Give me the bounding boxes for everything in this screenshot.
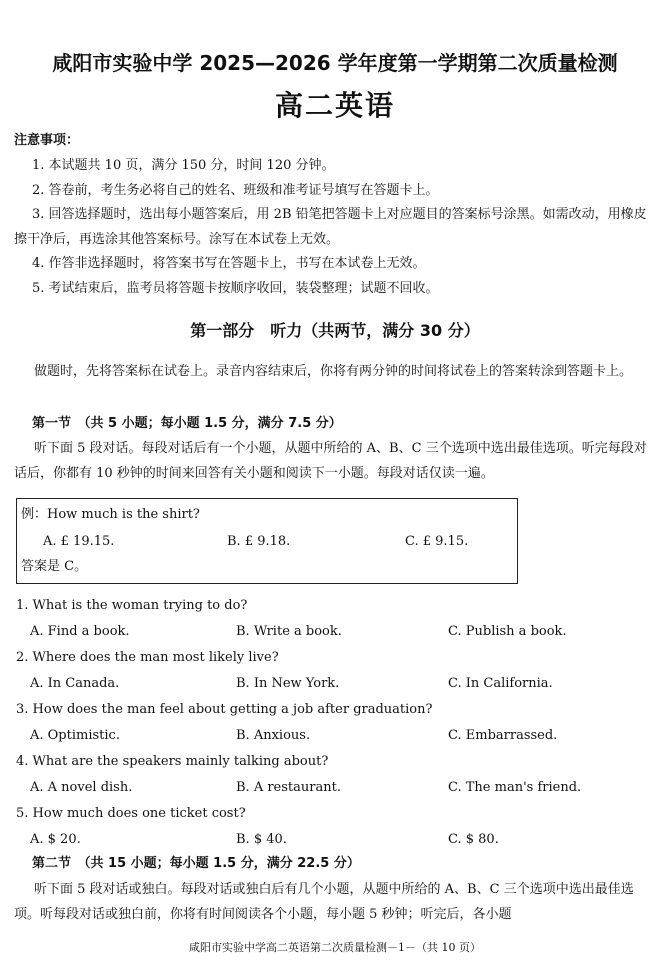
question-5-option-a: A. $ 20. xyxy=(30,832,81,847)
notice-item: 4. 作答非选择题时，将答案书写在答题卡上，书写在本试卷上无效。 xyxy=(32,256,426,272)
exam-title: 咸阳市实验中学 2025—2026 学年度第一学期第二次质量检测 xyxy=(52,51,618,75)
section1-instructions: 听下面 5 段对话。每段对话后有一个小题，从题中所给的 A、B、C 三个选项中选出最佳选项。听完每段对话后，你都有 10 秒钟的时间来回答有关小题和阅读下一小题。每段对话仅读一遍。 xyxy=(14,441,647,481)
notice-list xyxy=(14,154,658,302)
notice-item: 3. 回答选择题时，选出每小题答案后，用 2B 铅笔把答题卡上对应题目的答案标号涂黑。如需改动，用橡皮擦干净后，再选涂其他答案标号。涂写在本试卷上无效。 xyxy=(14,207,647,247)
question-1-option-b: B. Write a book. xyxy=(236,624,342,639)
page-footer: 咸阳市实验中学高二英语第二次质量检测－1－（共 10 页） xyxy=(189,941,481,954)
question-4-option-b: B. A restaurant. xyxy=(236,780,341,795)
section1-heading: 第一节 （共 5 小题；每小题 1.5 分，满分 7.5 分） xyxy=(32,416,342,431)
example-box xyxy=(16,498,518,584)
question-3-option-a: A. Optimistic. xyxy=(30,728,120,743)
question-5-stem: 5. How much does one ticket cost? xyxy=(16,806,246,821)
example-option-b: B. £ 9.18. xyxy=(227,534,291,549)
question-4-option-a: A. A novel dish. xyxy=(30,780,133,795)
question-2-stem: 2. Where does the man most likely live? xyxy=(16,650,279,665)
part1-title: 第一部分 听力（共两节，满分 30 分） xyxy=(190,321,480,340)
question-1-option-c: C. Publish a book. xyxy=(448,624,567,639)
question-5-option-c: C. $ 80. xyxy=(448,832,499,847)
question-4-option-c: C. The man's friend. xyxy=(448,780,582,795)
part1-intro: 做题时，先将答案标在试卷上。录音内容结束后，你将有两分钟的时间将试卷上的答案转涂到答题卡上。 xyxy=(34,364,633,379)
example-option-a: A. £ 19.15. xyxy=(43,534,115,549)
question-1-option-a: A. Find a book. xyxy=(30,624,130,639)
question-3-stem: 3. How does the man feel about getting a job after graduation? xyxy=(16,702,433,717)
question-3-option-c: C. Embarrassed. xyxy=(448,728,558,743)
example-answer: 答案是 C。 xyxy=(21,559,88,574)
question-2-option-b: B. In New York. xyxy=(236,676,340,691)
subject-title: 高二英语 xyxy=(274,89,395,122)
question-2-option-a: A. In Canada. xyxy=(30,676,120,691)
question-3-option-b: B. Anxious. xyxy=(236,728,311,743)
section2-instructions: 听下面 5 段对话或独白。每段对话或独白后有几个小题，从题中所给的 A、B、C 三个选项中选出最佳选项。听每段对话或独白前，你将有时间阅读各个小题，每小题 5 秒钟；听完后，各小题 xyxy=(14,882,634,922)
example-question: 例：How much is the shirt? xyxy=(21,507,200,522)
notice-heading: 注意事项： xyxy=(14,133,80,148)
question-5-option-b: B. $ 40. xyxy=(236,832,287,847)
example-option-c: C. £ 9.15. xyxy=(405,534,469,549)
notice-item: 1. 本试题共 10 页，满分 150 分，时间 120 分钟。 xyxy=(32,158,335,173)
notice-item: 5. 考试结束后，监考员将答题卡按顺序收回，装袋整理；试题不回收。 xyxy=(32,280,439,296)
question-1-stem: 1. What is the woman trying to do? xyxy=(16,598,248,613)
question-4-stem: 4. What are the speakers mainly talking about? xyxy=(16,754,329,769)
question-2-option-c: C. In California. xyxy=(448,676,553,691)
section2-heading: 第二节 （共 15 小题；每小题 1.5 分，满分 22.5 分） xyxy=(32,856,360,871)
notice-item: 2. 答卷前，考生务必将自己的姓名、班级和准考证号填写在答题卡上。 xyxy=(32,182,439,198)
